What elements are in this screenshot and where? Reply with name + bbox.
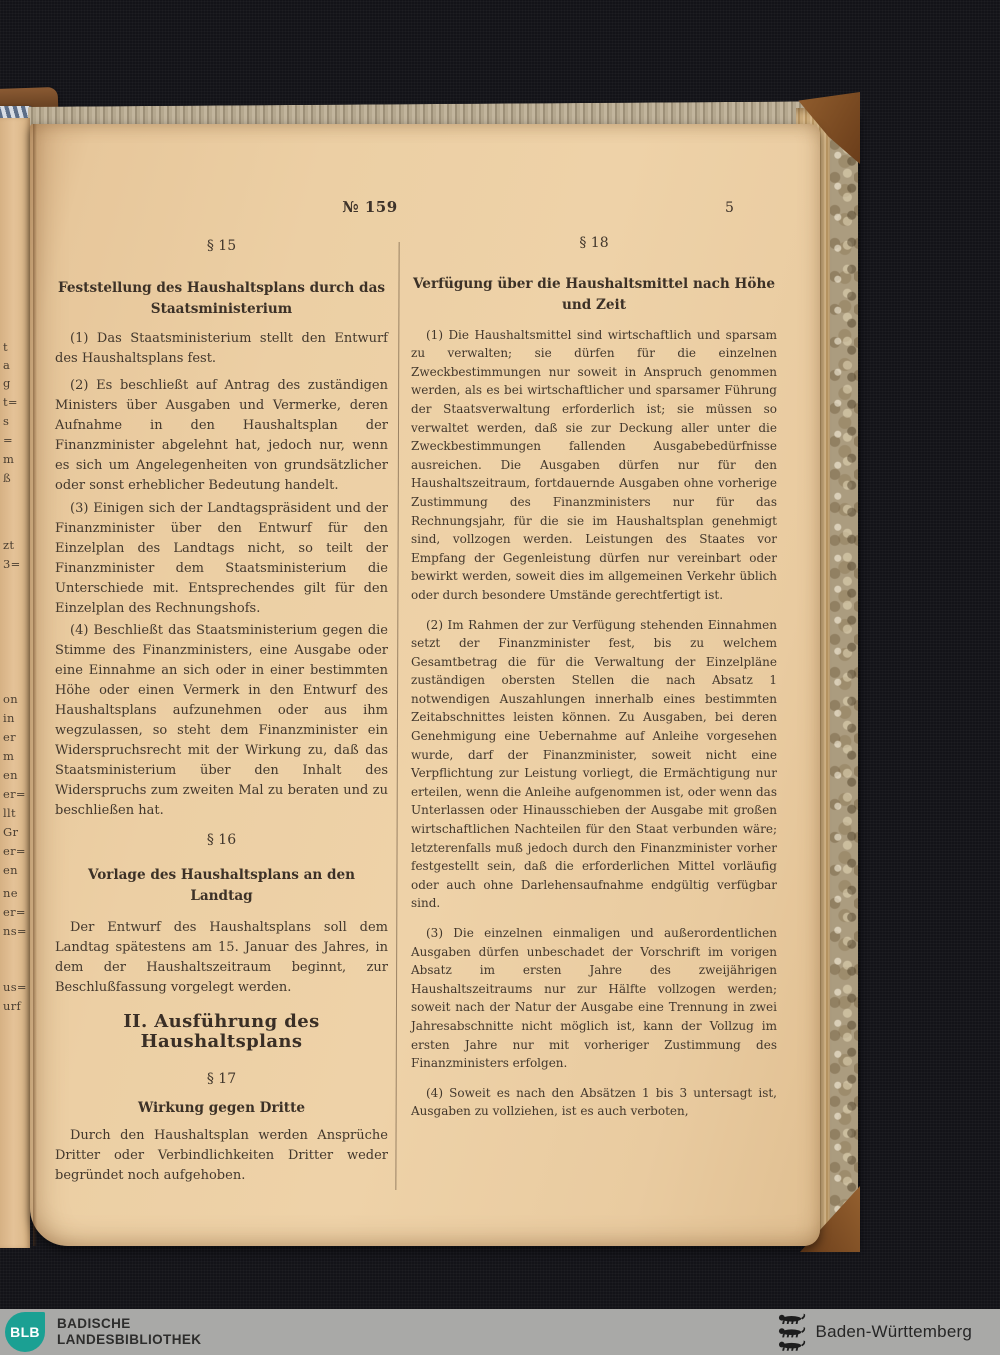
edge-fragment: us= <box>3 980 27 994</box>
page-number: 5 <box>725 200 734 216</box>
section-16-heading: Vorlage des Haushaltsplans an den Landtag <box>87 867 356 904</box>
section-17-paragraph-1: Durch den Haushaltsplan werden Ansprüche Dritter oder Verbindlichkeiten Dritter weder begründet noch aufgehoben. <box>55 1128 388 1183</box>
section-15-paragraph-4: (4) Beschließt das Staatsministerium gegen die Stimme des Finanzministers, eine Ausgabe oder eine Einnahme an sich oder in einer bestimmten Höhe oder einen Vermerk in den Entwurf des Haushaltsplans aufzunehmen oder aus ihm wegzulassen, so steht dem Finanzminister ein Widerspruchsrecht mit der Wirkung zu, daß das Staatsministerium über den Inhalt des Widerspruchs zum zweiten Mal zu beraten und zu beschließen hat. <box>55 623 388 818</box>
section-18-paragraph-1: (1) Die Haushaltsmittel sind wirtschaftlich und sparsam zu verwalten; sie dürfen für die einzelnen Zweckbestimmungen nur soweit in Anspruch genommen werden, als es bei wirtschaftlicher und sparsamer Führung der Staatsverwaltung erforderlich ist; sie müssen so verwaltet werden, daß sie zur Deckung aller unter die Zweckbestimmungen fallenden Ausgabebedürfnisse ausreichen. Die Ausgaben dürfen nur für den Haushaltszeitraum, fortdauernde Ausgaben ohne vorherige Zustimmung des Finanzministers nur für das Rechnungsjahr, für die sie im Haushaltsplan genehmigt sind, vollzogen werden. Leistungen des Staates vor Empfang der Gegenleistung dürfen nur vereinbart oder bewirkt werden, soweit dies im allgemeinen Verkehr üblich oder durch besondere Umstände gerechtfertigt ist. <box>411 327 777 602</box>
state-branding <box>776 1313 1000 1351</box>
edge-fragment: Gr <box>3 825 19 839</box>
section-15-number: § 15 <box>206 238 237 254</box>
edge-fragment: er= <box>3 787 26 801</box>
section-16-number: § 16 <box>206 832 237 848</box>
left-column <box>55 236 388 1186</box>
edge-fragment: ß <box>3 471 11 485</box>
edge-fragment: = <box>3 433 13 447</box>
edge-fragment: en <box>3 863 18 877</box>
section-15-paragraph-1: (1) Das Staatsministerium stellt den Entwurf des Haushaltsplans fest. <box>55 331 388 366</box>
edge-fragment: 3= <box>3 557 21 571</box>
section-15-paragraph-2: (2) Es beschließt auf Antrag des zuständigen Ministers über Ausgaben und Vermerke, deren Aufnahme in den Haushaltsplan der Finanzminister abgelehnt hat, jedoch nur, wenn es sich um Angelegenheiten von grundsätzlicher oder sonst erheblicher Bedeutung handelt. <box>55 378 388 493</box>
issue-number: № 159 <box>342 198 398 216</box>
edge-fragment: g <box>3 376 11 390</box>
edge-fragment: on <box>3 692 18 706</box>
blb-logo-icon <box>5 1312 45 1352</box>
edge-fragment: ns= <box>3 924 27 938</box>
edge-fragment: t <box>3 340 8 354</box>
scanned-page <box>30 124 820 1246</box>
edge-fragment: zt <box>3 538 15 552</box>
edge-fragment: s <box>3 414 10 428</box>
edge-fragment: er= <box>3 905 26 919</box>
gutter-crease <box>33 124 37 1246</box>
edge-fragment: er <box>3 730 16 744</box>
section-17-heading: Wirkung gegen Dritte <box>137 1100 306 1116</box>
edge-fragment: en <box>3 768 18 782</box>
library-name-line2: LANDESBIBLIOTHEK <box>57 1332 202 1347</box>
edge-fragment: t= <box>3 395 18 409</box>
edge-fragment: a <box>3 358 11 372</box>
blb-logo-text: BLB <box>10 1324 40 1340</box>
section-18-paragraph-4: (4) Soweit es nach den Absätzen 1 bis 3 untersagt ist, Ausgaben zu vollziehen, ist es auch verboten, <box>411 1085 777 1119</box>
edge-fragment: urf <box>3 999 22 1013</box>
section-15-paragraph-3: (3) Einigen sich der Landtagspräsident und der Finanzminister über den Entwurf für den Einzelplan des Landtags nicht, so teilt der Finanzminister dem Staatsministerium die Unterschiede mit. Entsprechendes gilt für den Einzelplan des Rechnungshofs. <box>55 501 388 616</box>
section-18-paragraph-2: (2) Im Rahmen der zur Verfügung stehenden Einnahmen setzt der Finanzminister fest, bis zu welchem Gesamtbetrag die für die Verwaltung der Einzelpläne zuständigen obersten Stellen die nach Absatz 1 notwendigen Auszahlungen innerhalb eines bestimmten Zeitabschnittes leisten können. Zu Ausgaben, bei deren Genehmigung eine Uebernahme auf Anleihe vorgesehen wurde, darf der Finanzminister, soweit nicht eine Verpflichtung zur Leistung vorliegt, die Ermächtigung nur erteilen, wenn die Anleihe aufgenommen ist, oder wenn das Unterlassen oder Hinausschieben der Ausgabe mit großen wirtschaftlichen Nachteilen für den Staat verbunden wäre; letzterenfalls muß jedoch durch den Finanzminister vorher festgestellt sein, daß die erforderlichen Mittel vorläufig oder auch ohne Darlehensaufnahme endgültig verfügbar sind. <box>411 617 777 911</box>
book-marbled-cover <box>830 118 858 1250</box>
edge-fragment: m <box>3 749 15 763</box>
baden-wuerttemberg-coat-of-arms-icon <box>776 1313 806 1351</box>
section-18-heading: Verfügung über die Haushaltsmittel nach Höhe und Zeit <box>413 275 775 313</box>
library-name <box>57 1316 201 1348</box>
right-column <box>411 234 777 1132</box>
edge-fragment: er= <box>3 844 26 858</box>
edge-fragment: m <box>3 452 15 466</box>
section-15-heading: Feststellung des Haushaltsplans durch das Staatsministerium <box>57 280 386 317</box>
section-18-number: § 18 <box>579 235 609 251</box>
section-16-paragraph-1: Der Entwurf des Haushaltsplans soll dem Landtag spätestens am 15. Januar des Jahres, in dem der Haushaltszeitraum beginnt, zur Beschlußfassung vorgelegt werden. <box>55 920 388 995</box>
section-18-paragraph-3: (3) Die einzelnen einmaligen und außerordentlichen Ausgaben dürfen unbeschadet der Vorschrift im vorigen Absatz im ersten Jahre des zweijährigen Haushaltszeitraums nur zur Hälfte vollzogen werden; soweit nach der Natur der Ausgabe eine Trennung in zwei Jahresabschnitte nicht möglich ist, kann der Vollzug im ersten Jahre nur mit vorheriger Zustimmung des Finanzministers erfolgen. <box>411 926 777 1071</box>
edge-fragment: in <box>3 711 15 725</box>
library-branding <box>0 1312 201 1352</box>
edge-fragment: llt <box>3 806 16 820</box>
previous-page-edge <box>0 118 30 1248</box>
state-name: Baden-Württemberg <box>815 1322 972 1341</box>
library-footer-bar <box>0 1309 1000 1355</box>
edge-fragment: ne <box>3 886 18 900</box>
library-name-line1: BADISCHE <box>57 1316 131 1331</box>
section-17-number: § 17 <box>206 1071 237 1087</box>
chapter-2-heading: II. Ausführung des Haushaltsplans <box>123 1011 320 1052</box>
column-divider-rule <box>395 242 399 1190</box>
